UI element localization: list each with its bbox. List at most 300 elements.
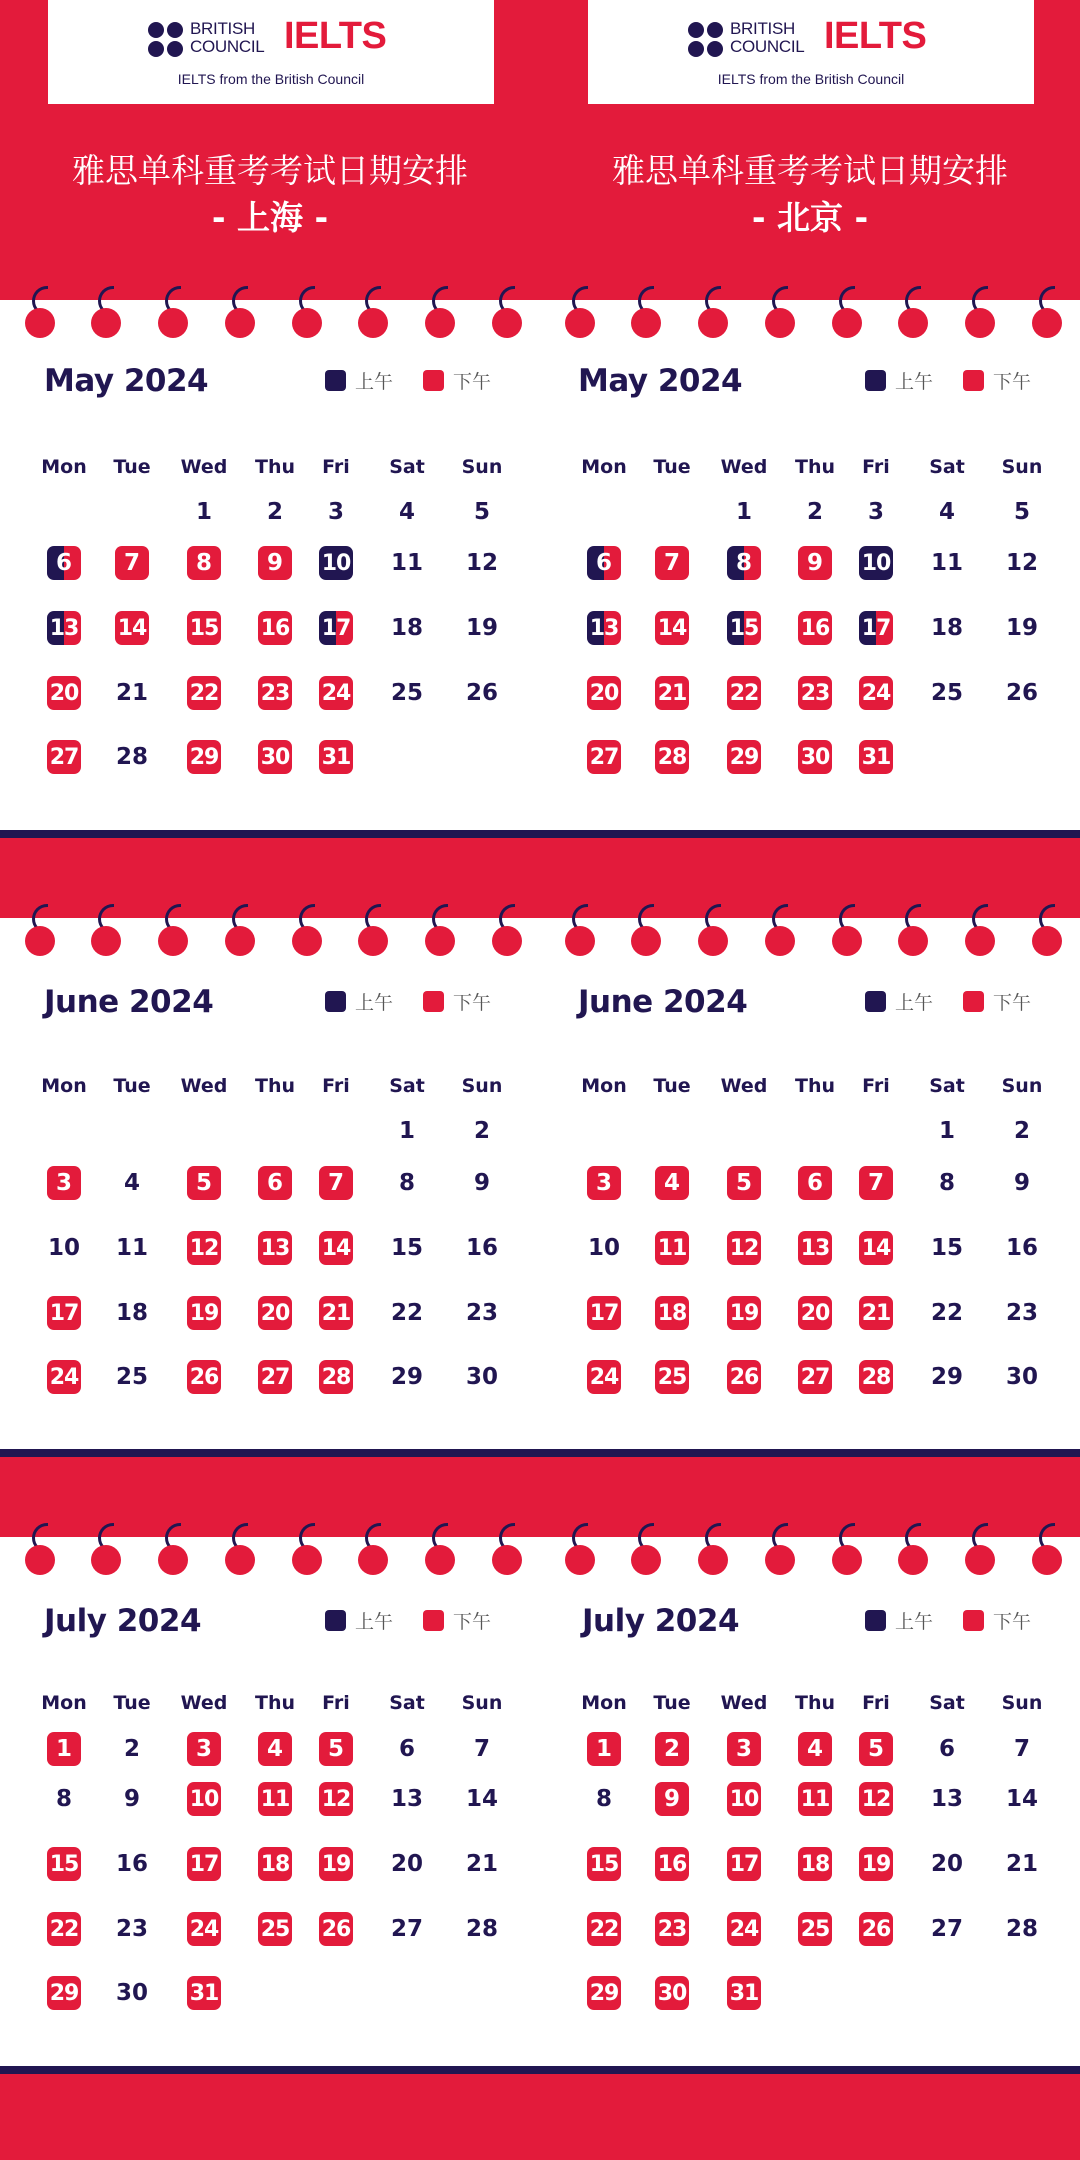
calendar-day: 15 — [930, 1235, 963, 1261]
weekday-label: Wed — [720, 1075, 768, 1097]
weekday-label: Sat — [389, 456, 425, 478]
calendar-day: 2 — [806, 499, 823, 525]
binder-ring-icon — [1032, 1545, 1062, 1575]
weekday-label: Wed — [720, 456, 768, 478]
calendar-day: 27 — [47, 740, 81, 774]
calendar-day: 28 — [859, 1360, 893, 1394]
weekday-label: Fri — [862, 1075, 890, 1097]
calendar-day: 4 — [123, 1170, 140, 1196]
calendar-day: 3 — [187, 1732, 221, 1766]
calendar-day: 29 — [187, 740, 221, 774]
calendar-day: 1 — [398, 1118, 415, 1144]
calendar-day: 13 — [930, 1786, 963, 1812]
weekday-label: Sun — [1001, 1075, 1043, 1097]
calendar-day: 5 — [1013, 499, 1030, 525]
binder-ring-icon — [565, 1545, 595, 1575]
calendar-day: 24 — [319, 676, 353, 710]
binder-ring-icon — [765, 1545, 795, 1575]
binder-ring-icon — [565, 308, 595, 338]
calendar-day: 20 — [798, 1296, 832, 1330]
ielts-wordmark: IELTS — [284, 15, 387, 57]
calendar-day: 17 — [859, 611, 893, 645]
month-title: July 2024 — [582, 1603, 740, 1639]
calendar-day: 6 — [398, 1736, 415, 1762]
calendar-day: 11 — [258, 1782, 292, 1816]
calendar-day: 9 — [123, 1786, 140, 1812]
calendar-day: 20 — [390, 1851, 423, 1877]
calendar-day: 16 — [655, 1847, 689, 1881]
calendar-day: 13 — [47, 611, 81, 645]
binder-ring-icon — [358, 308, 388, 338]
calendar-day: 31 — [187, 1976, 221, 2010]
calendar-day: 10 — [187, 1782, 221, 1816]
calendar-day: 26 — [187, 1360, 221, 1394]
binder-ring-icon — [698, 1545, 728, 1575]
calendar-day: 4 — [938, 499, 955, 525]
calendar-day: 2 — [123, 1736, 140, 1762]
logo — [588, 0, 1034, 104]
calendar-day: 19 — [187, 1296, 221, 1330]
calendar-day: 16 — [1005, 1235, 1038, 1261]
calendar-day: 15 — [47, 1847, 81, 1881]
calendar-day: 23 — [1005, 1300, 1038, 1326]
calendar-day: 19 — [1005, 615, 1038, 641]
calendar-day: 26 — [727, 1360, 761, 1394]
weekday-label: Sat — [929, 1075, 965, 1097]
weekday-label: Sat — [389, 1692, 425, 1714]
calendar-day: 3 — [327, 499, 344, 525]
calendar-day: 30 — [1005, 1364, 1038, 1390]
calendar-day: 3 — [727, 1732, 761, 1766]
calendar-day: 29 — [930, 1364, 963, 1390]
binder-ring-icon — [1032, 926, 1062, 956]
weekday-label: Mon — [41, 1692, 87, 1714]
british-council-wordmark: BRITISH COUNCIL — [190, 19, 265, 56]
calendar-day: 8 — [55, 1786, 72, 1812]
calendar-day: 24 — [187, 1912, 221, 1946]
legend-label-pm: 下午 — [453, 992, 492, 1014]
calendar-day: 29 — [47, 1976, 81, 2010]
calendar-day: 21 — [115, 680, 148, 706]
calendar-day: 7 — [655, 546, 689, 580]
calendar-day: 21 — [319, 1296, 353, 1330]
calendar-day: 2 — [473, 1118, 490, 1144]
binder-ring-icon — [292, 926, 322, 956]
calendar-day: 20 — [258, 1296, 292, 1330]
weekday-label: Tue — [653, 1075, 691, 1097]
calendar-day: 12 — [187, 1231, 221, 1265]
legend-label-pm: 下午 — [993, 992, 1032, 1014]
legend-label-pm: 下午 — [993, 371, 1032, 393]
legend-label-am: 上午 — [895, 371, 934, 393]
calendar-day: 5 — [859, 1732, 893, 1766]
binder-ring-icon — [765, 308, 795, 338]
binder-ring-icon — [358, 1545, 388, 1575]
calendar-day: 6 — [938, 1736, 955, 1762]
legend-swatch-am — [325, 370, 346, 391]
binder-ring-icon — [225, 926, 255, 956]
calendar-day: 27 — [798, 1360, 832, 1394]
legend-swatch-am — [865, 370, 886, 391]
binder-ring-icon — [158, 926, 188, 956]
calendar-day: 22 — [47, 1912, 81, 1946]
city-name: - 上海 - — [211, 198, 329, 237]
calendar-day: 7 — [473, 1736, 490, 1762]
calendar-day: 28 — [465, 1916, 498, 1942]
calendar-day: 8 — [938, 1170, 955, 1196]
weekday-label: Fri — [862, 456, 890, 478]
calendar-day: 1 — [195, 499, 212, 525]
calendar-day: 31 — [727, 1976, 761, 2010]
weekday-label: Sun — [1001, 456, 1043, 478]
calendar-day: 30 — [258, 740, 292, 774]
weekday-label: Sun — [1001, 1692, 1043, 1714]
calendar-day: 26 — [465, 680, 498, 706]
calendar-day: 16 — [258, 611, 292, 645]
calendar-day: 17 — [319, 611, 353, 645]
weekday-label: Mon — [581, 1075, 627, 1097]
legend — [865, 1607, 1061, 1634]
legend-swatch-pm — [963, 370, 984, 391]
british-council-dots-icon — [148, 22, 184, 58]
binder-ring-icon — [631, 1545, 661, 1575]
binder-ring-icon — [1032, 308, 1062, 338]
calendar-day: 12 — [1005, 550, 1038, 576]
calendar-day: 17 — [47, 1296, 81, 1330]
weekday-label: Fri — [862, 1692, 890, 1714]
calendar-day: 24 — [859, 676, 893, 710]
legend-swatch-am — [865, 1610, 886, 1631]
weekday-label: Tue — [113, 1692, 151, 1714]
weekday-label: Mon — [581, 456, 627, 478]
logo — [48, 0, 494, 104]
weekday-label: Thu — [254, 456, 295, 478]
calendar-day: 8 — [398, 1170, 415, 1196]
calendar-day: 26 — [1005, 680, 1038, 706]
legend — [325, 367, 521, 394]
weekday-label: Fri — [322, 1075, 350, 1097]
binder-ring-icon — [965, 1545, 995, 1575]
calendar-day: 5 — [319, 1732, 353, 1766]
calendar-day: 15 — [727, 611, 761, 645]
weekday-label: Mon — [41, 1075, 87, 1097]
calendar-day: 10 — [587, 1235, 620, 1261]
calendar-day: 14 — [655, 611, 689, 645]
calendar-day: 11 — [655, 1231, 689, 1265]
weekday-label: Wed — [180, 1075, 228, 1097]
calendar-day: 27 — [258, 1360, 292, 1394]
calendar-day: 17 — [727, 1847, 761, 1881]
calendar-day: 3 — [867, 499, 884, 525]
calendar-day: 30 — [115, 1980, 148, 2006]
calendar-day: 7 — [1013, 1736, 1030, 1762]
legend-label-pm: 下午 — [453, 1611, 492, 1633]
calendar-day: 1 — [735, 499, 752, 525]
binder-ring-icon — [492, 308, 522, 338]
calendar-day: 11 — [390, 550, 423, 576]
legend-label-am: 上午 — [355, 1611, 394, 1633]
weekday-label: Wed — [180, 456, 228, 478]
page-title: 雅思单科重考考试日期安排 — [612, 151, 1008, 190]
calendar-day: 5 — [473, 499, 490, 525]
weekday-label: Sat — [929, 456, 965, 478]
calendar-day: 13 — [798, 1231, 832, 1265]
calendar-day: 18 — [798, 1847, 832, 1881]
calendar-day: 25 — [390, 680, 423, 706]
calendar-day: 22 — [587, 1912, 621, 1946]
calendar-day: 29 — [390, 1364, 423, 1390]
calendar-day: 10 — [859, 546, 893, 580]
calendar-day: 28 — [319, 1360, 353, 1394]
calendar-day: 28 — [655, 740, 689, 774]
weekday-label: Tue — [653, 1692, 691, 1714]
legend — [865, 988, 1061, 1015]
calendar-day: 14 — [115, 611, 149, 645]
calendar-day: 13 — [258, 1231, 292, 1265]
calendar-day: 28 — [1005, 1916, 1038, 1942]
calendar-day: 16 — [798, 611, 832, 645]
calendar-day: 30 — [465, 1364, 498, 1390]
calendar-day: 22 — [187, 676, 221, 710]
calendar-day: 19 — [859, 1847, 893, 1881]
calendar-day: 1 — [587, 1732, 621, 1766]
calendar-day: 27 — [930, 1916, 963, 1942]
calendar-day: 23 — [465, 1300, 498, 1326]
calendar-day: 9 — [258, 546, 292, 580]
calendar-day: 19 — [727, 1296, 761, 1330]
binder-ring-icon — [492, 926, 522, 956]
month-title: July 2024 — [44, 1603, 202, 1639]
calendar-day: 24 — [727, 1912, 761, 1946]
calendar-day: 23 — [115, 1916, 148, 1942]
calendar-day: 15 — [187, 611, 221, 645]
binder-ring-icon — [898, 1545, 928, 1575]
weekday-label: Tue — [653, 456, 691, 478]
binder-ring-icon — [565, 926, 595, 956]
calendar-day: 24 — [47, 1360, 81, 1394]
binder-ring-icon — [898, 308, 928, 338]
binder-ring-icon — [91, 926, 121, 956]
calendar-day: 10 — [319, 546, 353, 580]
weekday-label: Thu — [794, 1692, 835, 1714]
city-name: - 北京 - — [751, 198, 869, 237]
binder-ring-icon — [631, 308, 661, 338]
month-title: June 2024 — [44, 984, 214, 1020]
calendar-day: 27 — [587, 740, 621, 774]
calendar-day: 15 — [587, 1847, 621, 1881]
binder-ring-icon — [25, 926, 55, 956]
calendar-day: 25 — [655, 1360, 689, 1394]
calendar-day: 11 — [930, 550, 963, 576]
weekday-label: Mon — [41, 456, 87, 478]
calendar-day: 14 — [1005, 1786, 1038, 1812]
calendar-day: 6 — [798, 1166, 832, 1200]
calendar-day: 2 — [266, 499, 283, 525]
calendar-day: 9 — [473, 1170, 490, 1196]
weekday-label: Thu — [254, 1692, 295, 1714]
binder-ring-icon — [698, 308, 728, 338]
weekday-label: Sun — [461, 1075, 503, 1097]
calendar-day: 6 — [47, 546, 81, 580]
calendar-day: 31 — [859, 740, 893, 774]
calendar-day: 17 — [187, 1847, 221, 1881]
legend-swatch-am — [325, 991, 346, 1012]
legend-swatch-pm — [423, 991, 444, 1012]
binder-ring-icon — [425, 308, 455, 338]
calendar-day: 19 — [465, 615, 498, 641]
weekday-label: Thu — [794, 1075, 835, 1097]
weekday-label: Tue — [113, 456, 151, 478]
binder-ring-icon — [965, 926, 995, 956]
calendar-day: 14 — [859, 1231, 893, 1265]
calendar-day: 20 — [47, 676, 81, 710]
calendar-day: 11 — [115, 1235, 148, 1261]
binder-ring-icon — [425, 1545, 455, 1575]
calendar-day: 22 — [930, 1300, 963, 1326]
legend-label-am: 上午 — [895, 992, 934, 1014]
calendar-day: 18 — [258, 1847, 292, 1881]
calendar-day: 10 — [727, 1782, 761, 1816]
binder-ring-icon — [225, 1545, 255, 1575]
calendar-day: 13 — [587, 611, 621, 645]
legend-swatch-pm — [963, 991, 984, 1012]
calendar-day: 5 — [727, 1166, 761, 1200]
calendar-day: 18 — [115, 1300, 148, 1326]
calendar-day: 23 — [258, 676, 292, 710]
legend — [865, 367, 1061, 394]
weekday-label: Sat — [929, 1692, 965, 1714]
calendar-day: 10 — [47, 1235, 80, 1261]
binder-ring-icon — [25, 308, 55, 338]
calendar-day: 25 — [258, 1912, 292, 1946]
calendar-day: 14 — [319, 1231, 353, 1265]
legend — [325, 988, 521, 1015]
calendar-day: 30 — [655, 1976, 689, 2010]
binder-ring-icon — [292, 308, 322, 338]
weekday-label: Fri — [322, 1692, 350, 1714]
logo-subtitle: IELTS from the British Council — [177, 71, 365, 87]
calendar-day: 21 — [465, 1851, 498, 1877]
calendar-day: 3 — [47, 1166, 81, 1200]
calendar-day: 3 — [587, 1166, 621, 1200]
legend-label-pm: 下午 — [453, 371, 492, 393]
legend-label-am: 上午 — [355, 371, 394, 393]
calendar-day: 29 — [587, 1976, 621, 2010]
calendar-day: 21 — [859, 1296, 893, 1330]
weekday-label: Fri — [322, 456, 350, 478]
calendar-day: 9 — [655, 1782, 689, 1816]
british-council-dots-icon — [688, 22, 724, 58]
calendar-day: 23 — [798, 676, 832, 710]
weekday-label: Wed — [180, 1692, 228, 1714]
calendar-day: 4 — [398, 499, 415, 525]
calendar-day: 18 — [655, 1296, 689, 1330]
legend-swatch-pm — [423, 1610, 444, 1631]
legend-swatch-pm — [423, 370, 444, 391]
legend-swatch-pm — [963, 1610, 984, 1631]
calendar-day: 22 — [390, 1300, 423, 1326]
calendar-day: 8 — [595, 1786, 612, 1812]
binder-ring-icon — [631, 926, 661, 956]
calendar-day: 6 — [258, 1166, 292, 1200]
calendar-day: 2 — [655, 1732, 689, 1766]
city-column — [540, 0, 1080, 2160]
legend-swatch-am — [325, 1610, 346, 1631]
calendar-day: 21 — [1005, 1851, 1038, 1877]
calendar-day: 12 — [859, 1782, 893, 1816]
calendar-day: 19 — [319, 1847, 353, 1881]
calendar-day: 20 — [587, 676, 621, 710]
calendar-day: 7 — [319, 1166, 353, 1200]
calendar-day: 8 — [727, 546, 761, 580]
calendar-day: 4 — [655, 1166, 689, 1200]
calendar-day: 30 — [798, 740, 832, 774]
binder-ring-icon — [91, 1545, 121, 1575]
calendar-day: 9 — [1013, 1170, 1030, 1196]
calendar-day: 8 — [187, 546, 221, 580]
calendar-day: 28 — [115, 744, 148, 770]
weekday-label: Sun — [461, 1692, 503, 1714]
calendar-day: 4 — [798, 1732, 832, 1766]
binder-ring-icon — [832, 1545, 862, 1575]
binder-ring-icon — [225, 308, 255, 338]
calendar-day: 2 — [1013, 1118, 1030, 1144]
ielts-wordmark: IELTS — [824, 15, 927, 57]
weekday-label: Wed — [720, 1692, 768, 1714]
binder-ring-icon — [492, 1545, 522, 1575]
calendar-day: 25 — [798, 1912, 832, 1946]
british-council-wordmark: BRITISH COUNCIL — [730, 19, 805, 56]
calendar-day: 27 — [390, 1916, 423, 1942]
weekday-label: Sun — [461, 456, 503, 478]
calendar-day: 26 — [859, 1912, 893, 1946]
binder-ring-icon — [25, 1545, 55, 1575]
calendar-day: 16 — [465, 1235, 498, 1261]
month-title: May 2024 — [44, 363, 209, 399]
binder-ring-icon — [698, 926, 728, 956]
calendar-day: 25 — [930, 680, 963, 706]
weekday-label: Thu — [254, 1075, 295, 1097]
binder-ring-icon — [158, 308, 188, 338]
legend-label-pm: 下午 — [993, 1611, 1032, 1633]
calendar-day: 22 — [727, 676, 761, 710]
binder-ring-icon — [292, 1545, 322, 1575]
calendar-day: 31 — [319, 740, 353, 774]
calendar-day: 1 — [938, 1118, 955, 1144]
calendar-day: 18 — [390, 615, 423, 641]
legend-label-am: 上午 — [895, 1611, 934, 1633]
calendar-day: 16 — [115, 1851, 148, 1877]
calendar-day: 13 — [390, 1786, 423, 1812]
calendar-day: 18 — [930, 615, 963, 641]
month-title: June 2024 — [578, 984, 748, 1020]
calendar-day: 1 — [47, 1732, 81, 1766]
calendar-day: 23 — [655, 1912, 689, 1946]
calendar-day: 20 — [930, 1851, 963, 1877]
weekday-label: Mon — [581, 1692, 627, 1714]
binder-ring-icon — [91, 308, 121, 338]
calendar-day: 9 — [798, 546, 832, 580]
calendar-day: 12 — [727, 1231, 761, 1265]
calendar-day: 12 — [319, 1782, 353, 1816]
weekday-label: Thu — [794, 456, 835, 478]
calendar-day: 15 — [390, 1235, 423, 1261]
calendar-day: 25 — [115, 1364, 148, 1390]
calendar-day: 17 — [587, 1296, 621, 1330]
logo-subtitle: IELTS from the British Council — [717, 71, 905, 87]
calendar-day: 21 — [655, 676, 689, 710]
binder-ring-icon — [832, 926, 862, 956]
